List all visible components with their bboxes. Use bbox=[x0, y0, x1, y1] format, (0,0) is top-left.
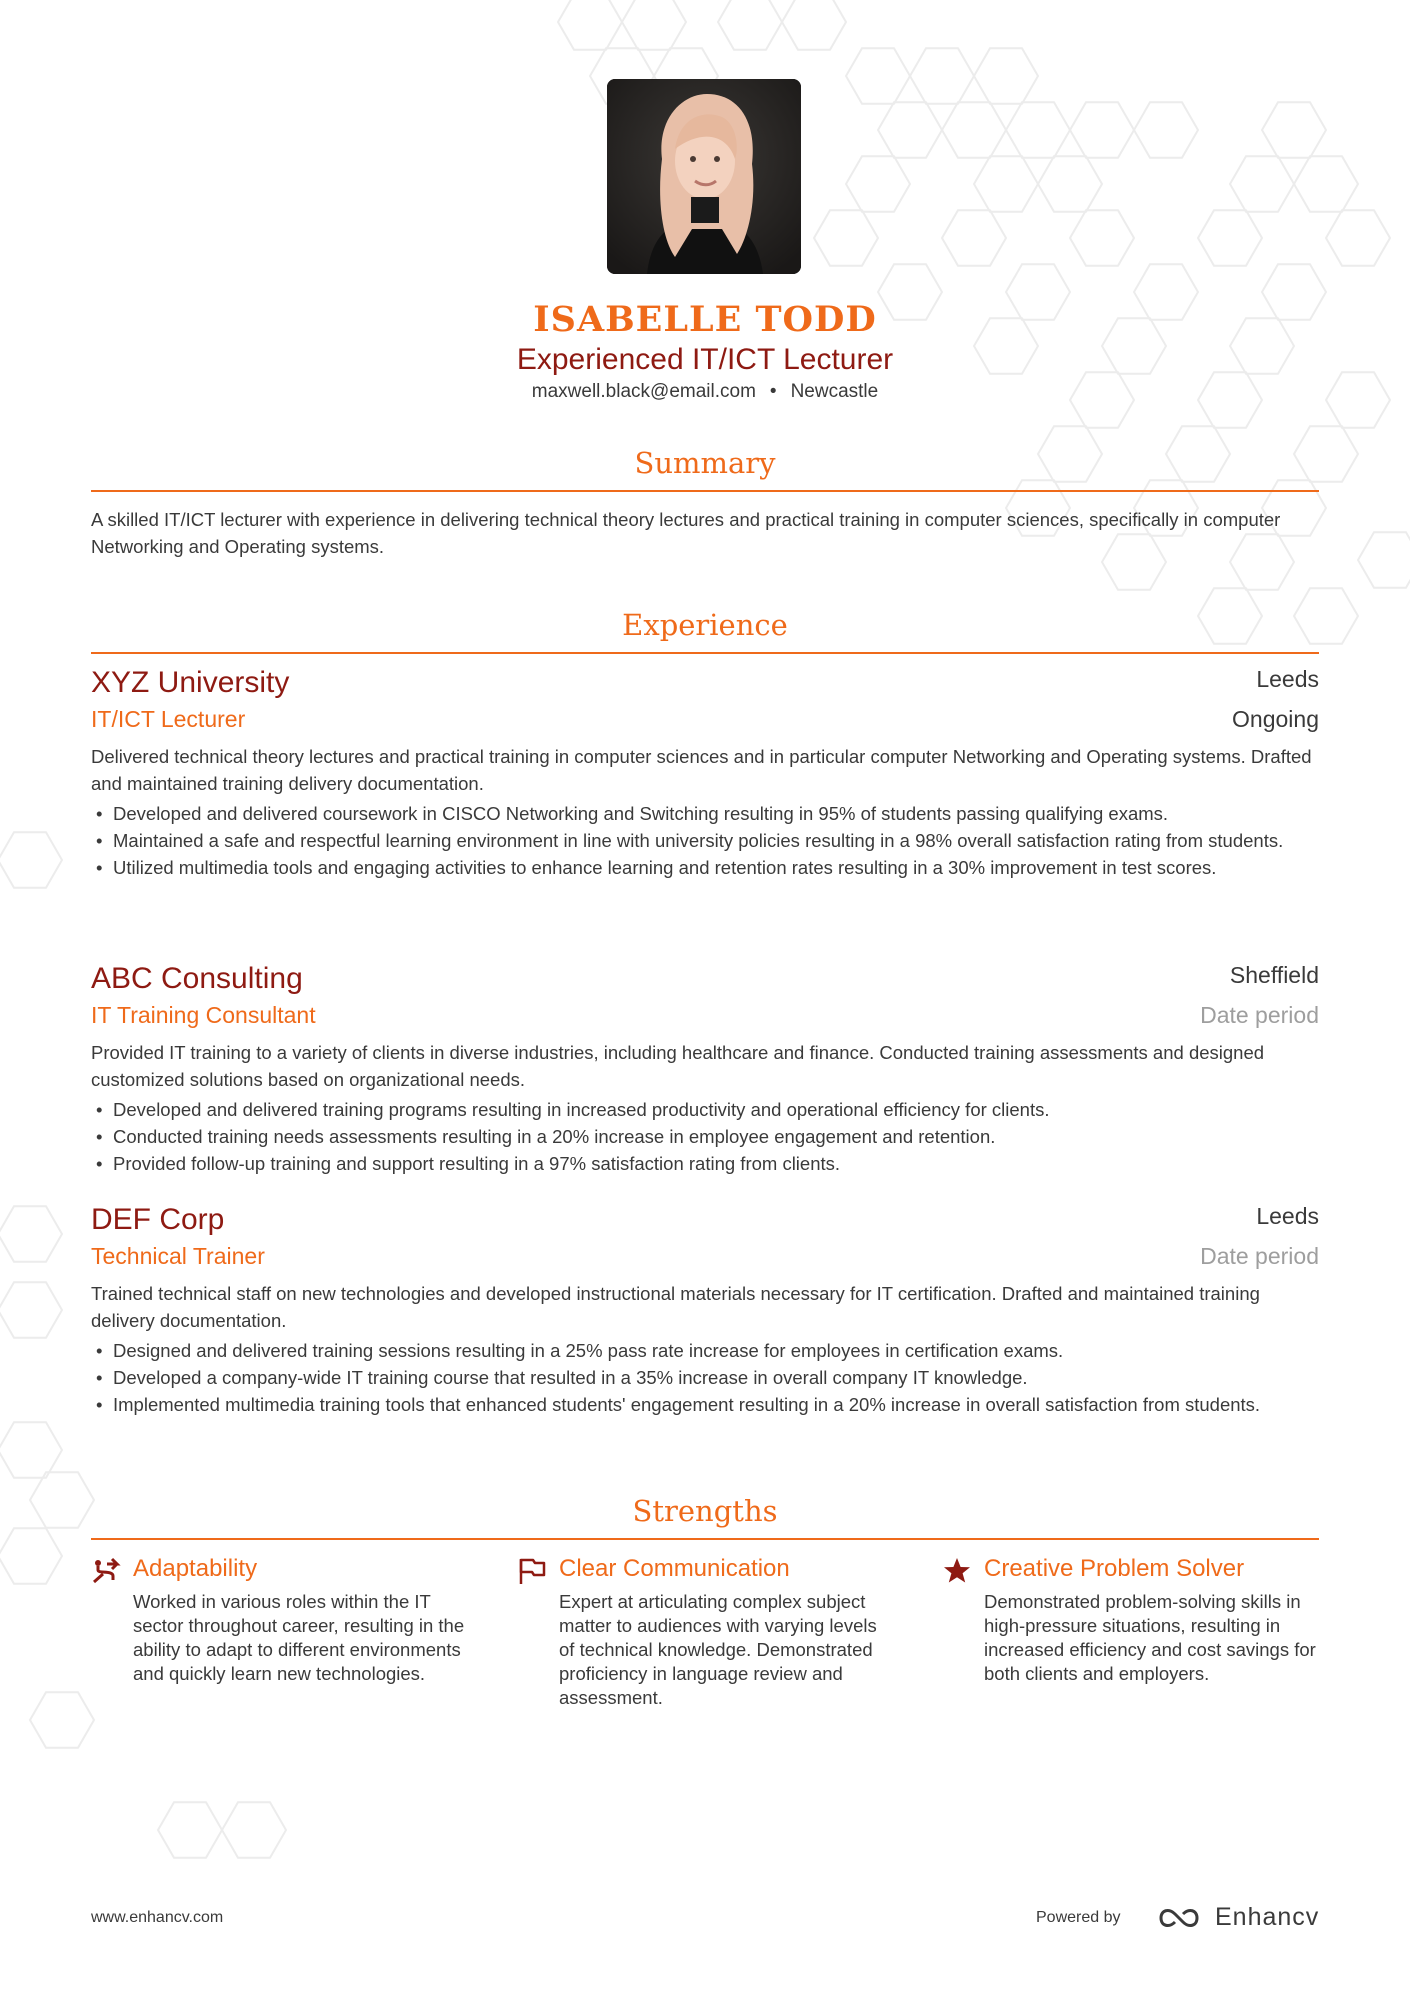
list-item: • Developed a company-wide IT training course that resulted in a 35% increase in overall company IT knowledge. bbox=[91, 1364, 1319, 1391]
list-item: • Provided follow-up training and support resulting in a 97% satisfaction rating from clients. bbox=[91, 1150, 1319, 1177]
job-description: Trained technical staff on new technologies and developed instructional materials necessary for IT certification. Drafted and maintained training delivery documentation. bbox=[91, 1283, 1260, 1331]
job-description: Delivered technical theory lectures and practical training in computer sciences and in particular computer Networking and Operating systems. Drafted and maintained training delivery documentation. bbox=[91, 746, 1312, 794]
job-entry bbox=[91, 962, 1319, 1182]
job-description: Provided IT training to a variety of clients in diverse industries, including healthcare and finance. Conducted training assessments and designed customized solutions based on organizational needs. bbox=[91, 1042, 1265, 1090]
strengths-heading: Strengths bbox=[632, 1494, 778, 1528]
job-title: IT Training Consultant bbox=[91, 1002, 316, 1028]
list-item: • Developed and delivered coursework in CISCO Networking and Switching resulting in 95% of students passing qualifying exams. bbox=[91, 800, 1319, 827]
job-company: DEF Corp bbox=[91, 1203, 225, 1236]
job-location: Leeds bbox=[1256, 1203, 1319, 1229]
job-location: Sheffield bbox=[1229, 962, 1319, 988]
experience-heading: Experience bbox=[622, 608, 788, 642]
job-date: Date period bbox=[1200, 1243, 1319, 1269]
star-icon bbox=[942, 1556, 972, 1586]
location-text: Newcastle bbox=[790, 381, 879, 402]
email-text[interactable]: maxwell.black@email.com bbox=[531, 381, 756, 402]
summary-heading: Summary bbox=[634, 446, 776, 480]
job-bullets bbox=[91, 1096, 1319, 1177]
flag-icon bbox=[517, 1556, 547, 1586]
job-entry bbox=[91, 666, 1319, 936]
list-item: • Conducted training needs assessments resulting in a 20% increase in employee engagement and retention. bbox=[91, 1123, 1319, 1150]
contact-line bbox=[91, 381, 1319, 403]
candidate-name: ISABELLE TODD bbox=[533, 299, 877, 340]
experience-divider bbox=[91, 652, 1319, 654]
resume-page bbox=[91, 0, 1319, 1995]
job-date: Date period bbox=[1200, 1002, 1319, 1028]
list-item: • Maintained a safe and respectful learning environment in line with university policies resulting in a 98% overall satisfaction rating from students. bbox=[91, 827, 1319, 854]
job-company: ABC Consulting bbox=[91, 962, 303, 995]
list-item: • Designed and delivered training sessions resulting in a 25% pass rate increase for employees in certification exams. bbox=[91, 1337, 1319, 1364]
strengths-divider bbox=[91, 1538, 1319, 1540]
strength-description: Expert at articulating complex subject matter to audiences with varying levels of technical knowledge. Demonstrated proficiency in language review and assessment. bbox=[559, 1591, 877, 1708]
job-title: Technical Trainer bbox=[91, 1243, 265, 1269]
strength-title: Clear Communication bbox=[559, 1555, 790, 1582]
strength-title: Creative Problem Solver bbox=[984, 1555, 1245, 1582]
job-title: IT/ICT Lecturer bbox=[91, 706, 246, 732]
footer-brand[interactable]: Enhancv bbox=[1215, 1903, 1320, 1931]
list-item: • Implemented multimedia training tools that enhanced students' engagement resulting in a 20% increase in overall satisfaction from students. bbox=[91, 1391, 1319, 1418]
summary-text: A skilled IT/ICT lecturer with experience in delivering technical theory lectures and practical training in computer sciences, specifically in computer Networking and Operating systems. bbox=[91, 509, 1281, 557]
candidate-role: Experienced IT/ICT Lecturer bbox=[516, 343, 894, 376]
strength-title: Adaptability bbox=[133, 1555, 258, 1582]
list-item: • Utilized multimedia tools and engaging activities to enhance learning and retention rates resulting in a 30% improvement in test scores. bbox=[91, 854, 1319, 881]
list-item: • Developed and delivered training programs resulting in increased productivity and operational efficiency for clients. bbox=[91, 1096, 1319, 1123]
route-icon bbox=[91, 1556, 121, 1586]
strength-description: Worked in various roles within the IT sector throughout career, resulting in the ability to adapt to different environments and quickly learn new technologies. bbox=[133, 1591, 465, 1684]
job-entry bbox=[91, 1203, 1319, 1453]
powered-by-label: Powered by bbox=[1036, 1909, 1121, 1926]
contact-separator: • bbox=[769, 381, 777, 402]
strength-description: Demonstrated problem-solving skills in high-pressure situations, resulting in increased efficiency and cost savings for both clients and employers. bbox=[984, 1591, 1316, 1684]
job-bullets bbox=[91, 800, 1319, 881]
job-location: Leeds bbox=[1256, 666, 1319, 692]
profile-photo bbox=[607, 79, 801, 274]
job-date: Ongoing bbox=[1232, 706, 1319, 732]
job-company: XYZ University bbox=[91, 666, 290, 699]
summary-divider bbox=[91, 490, 1319, 492]
footer-url[interactable]: www.enhancv.com bbox=[91, 1909, 224, 1926]
job-bullets bbox=[91, 1337, 1319, 1418]
